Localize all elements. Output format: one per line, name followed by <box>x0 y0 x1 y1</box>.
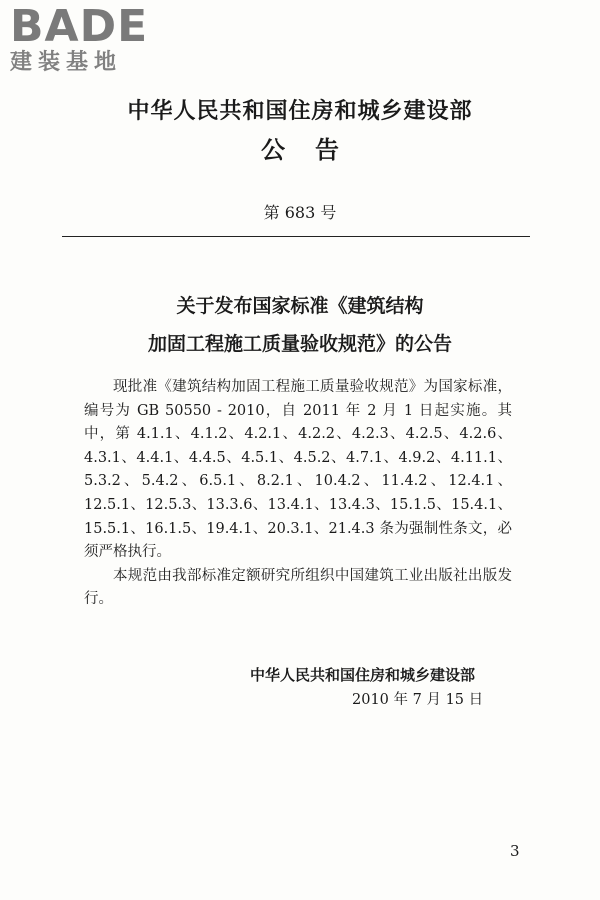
announcement-number: 第 683 号 <box>263 203 337 222</box>
notice-title-line-2: 加固工程施工质量验收规范》的公告 <box>147 333 452 355</box>
notice-body <box>84 376 512 612</box>
header-divider <box>62 236 530 237</box>
ministry-heading: 中华人民共和国住房和城乡建设部 <box>127 99 473 124</box>
signature-organization: 中华人民共和国住房和城乡建设部 <box>250 666 476 684</box>
signature-date: 2010 年 7 月 15 日 <box>352 692 484 708</box>
page-number: 3 <box>510 842 520 860</box>
body-paragraph-approval: 现批准《建筑结构加固工程施工质量验收规范》为国家标准，编号为 GB 50550 - 2010，自 2011 年 2 月 1 日起实施。其中，第 4.1.1、4.1.2、4.2.1、4.2.2、4.2.3、4.2.5、4.2.6、4.3.1、4.4.1、4.4.5、4.5.1、4.5.2、4.7.1、4.9.2、4.11.1、5.3.2、5.4.2、6.5.1、8.2.1、10.4.2、11.4.2、12.4.1、12.5.1、12.5.3、13.3.6、13.4.1、13.4.3、15.1.5、15.4.1、15.5.1、16.1.5、19.4.1、20.3.1、21.4.3 条为强制性条文，必须严格执行。 <box>84 379 512 561</box>
document-type-heading: 公告 <box>261 136 369 164</box>
logo-subtitle: 建装基地 <box>10 50 123 75</box>
body-paragraph-publication: 本规范由我部标准定额研究所组织中国建筑工业出版社出版发行。 <box>84 567 512 608</box>
bade-logo <box>10 1 180 76</box>
notice-title <box>0 287 600 363</box>
notice-title-line-1: 关于发布国家标准《建筑结构 <box>176 295 424 317</box>
logo-mark: BADE <box>10 1 149 52</box>
